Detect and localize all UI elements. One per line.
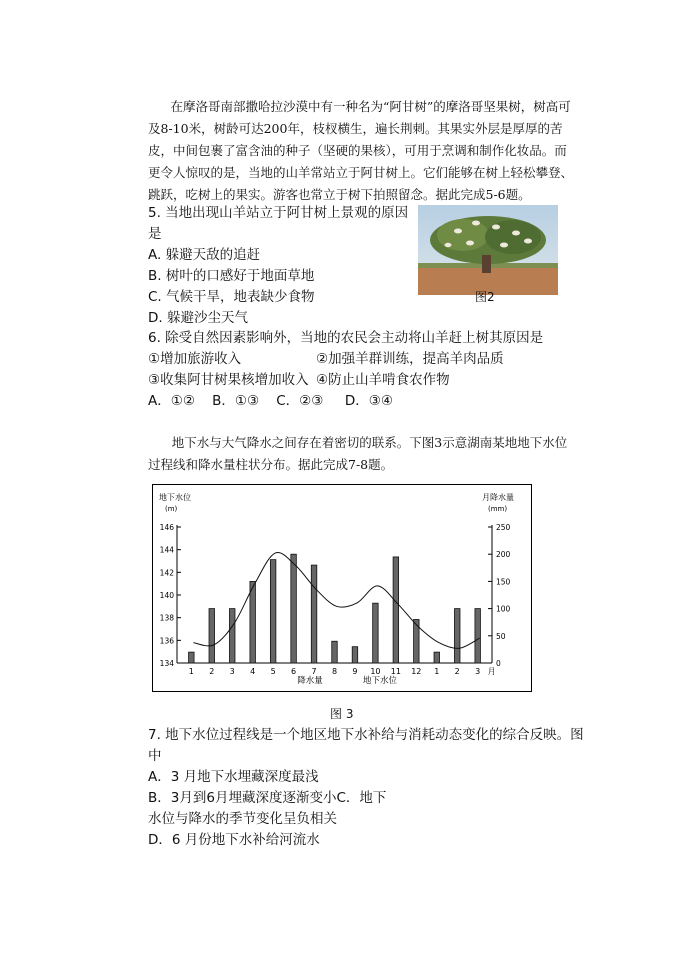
left-axis-tick-label: 136 [159,636,174,646]
x-tick-label: 12 [411,667,422,676]
precipitation-bar [229,609,235,663]
question-6-choices: A．①② B．①③ C．②③ D．③④ [148,393,393,409]
x-tick-label: 11 [390,667,401,676]
precipitation-bar [393,557,399,663]
precipitation-bar [332,641,338,663]
precipitation-bar [475,609,481,663]
precipitation-bar [209,609,215,663]
question-6-item-3: ③收集阿甘树果核增加收入 [148,372,309,388]
x-tick-label: 1 [434,667,440,676]
question-5 [148,203,418,329]
goats-in-argan-tree-photo [418,205,558,295]
x-tick-label: 8 [331,667,338,676]
question-7-option-c: 水位与降水的季节变化呈负相关 [148,811,337,827]
precipitation-bar [454,609,460,663]
right-axis-tick-label: 100 [496,604,511,614]
question-6-stem: 6. 除受自然因素影响外，当地的农民会主动将山羊赶上树其原因是 [148,330,544,346]
precipitation-bar [291,554,297,663]
question-6-item-2: ②加强羊群训练，提高羊肉品质 [316,351,504,367]
x-tick-label: 4 [250,667,256,676]
x-tick-label: 10 [370,667,381,676]
passage-5-6: 在摩洛哥南部撒哈拉沙漠中有一种名为“阿甘树”的摩洛哥坚果树，树高可及8-10米，树龄可达200年，枝杈横生，遍长荆刺。其果实外层是厚厚的苦皮，中间包裹了富含油的种子（坚硬的果核），可用于烹调和制作化妆品。而更令人惊叹的是，当地的山羊常站立于阿甘树上。它们能够在树上轻松攀登、跳跃，吃树上的果实。游客也常立于树下拍照留念。据此完成5-6题。 [148,99,574,202]
precipitation-bar [373,603,379,663]
question-5-stem: 5. 当地出现山羊站立于阿甘树上景观的原因是 [148,205,409,242]
x-tick-label: 9 [352,667,358,676]
x-tick-label: 1 [188,667,194,676]
right-axis-tick-label: 0 [496,659,501,668]
x-tick-label: 3 [229,667,235,676]
right-axis-title: 月降水量 [482,493,514,502]
question-7-option-b: B．3月到6月埋藏深度逐渐变小C．地下 [148,790,387,806]
x-tick-label: 5 [270,667,276,676]
precipitation-bar [434,652,440,663]
left-axis-tick-label: 146 [159,523,174,532]
precipitation-bar [270,560,276,663]
right-axis-tick-label: 200 [496,550,511,560]
x-tick-label: 2 [454,667,460,676]
x-tick-label: 7 [311,667,317,676]
x-tick-label: 6 [291,667,297,676]
precipitation-bar [311,565,317,663]
left-axis-tick-label: 144 [159,545,174,555]
x-axis-unit: 月 [487,667,496,676]
question-6 [148,328,588,412]
question-6-item-4: ④防止山羊啃食农作物 [316,372,450,388]
legend-groundwater: 地下水位 [362,676,398,686]
precipitation-bar [352,647,358,663]
left-axis-unit: (m) [165,505,178,513]
question-7-stem-line-2: 中 [148,748,162,764]
legend-precipitation: 降水量 [297,676,323,686]
question-5-option-d: D. 躲避沙尘天气 [148,310,248,326]
figure-2-caption: 图2 [475,290,495,304]
right-axis-tick-label: 150 [496,577,511,587]
left-axis-tick-label: 142 [159,568,174,578]
question-7 [148,725,588,851]
passage-7-8: 地下水与大气降水之间存在着密切的联系。下图3示意湖南某地地下水位过程线和降水量柱状分布。据此完成7-8题。 [148,435,568,472]
figure-3-chart [152,484,532,692]
right-axis-tick-label: 250 [496,523,511,532]
question-5-option-c: C. 气候干旱，地表缺少食物 [148,289,315,305]
precipitation-bar [250,581,256,663]
question-5-option-a: A. 躲避天敌的追赶 [148,247,261,263]
x-tick-label: 3 [475,667,481,676]
left-axis-tick-label: 140 [159,591,174,600]
question-5-option-b: B. 树叶的口感好于地面草地 [148,268,315,284]
left-axis-title: 地下水位 [159,493,191,502]
right-axis-tick-label: 50 [496,631,506,641]
question-7-option-d: D．6 月份地下水补给河流水 [148,832,320,848]
left-axis-tick-label: 138 [159,613,174,623]
x-tick-label: 2 [209,667,215,676]
left-axis-tick-label: 134 [159,659,174,668]
precipitation-bar [189,652,195,663]
question-7-stem-line-1: 7. 地下水位过程线是一个地区地下水补给与消耗动态变化的综合反映。图 [148,727,584,743]
question-7-option-a: A．3 月地下水埋藏深度最浅 [148,769,319,785]
figure-3-caption: 图 3 [330,707,354,721]
right-axis-unit: (mm) [488,505,508,513]
question-6-item-1: ①增加旅游收入 [148,351,242,367]
